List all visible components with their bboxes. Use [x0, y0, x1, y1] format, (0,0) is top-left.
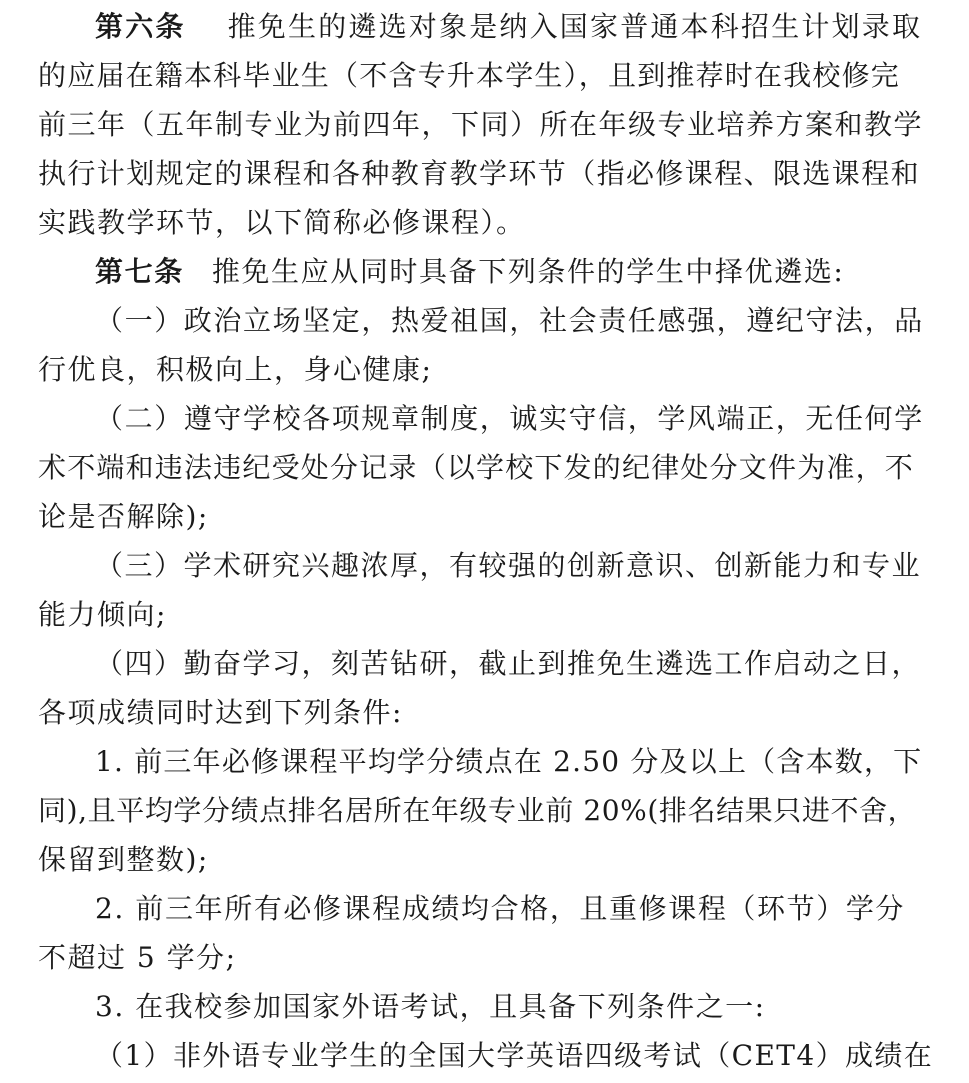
article-7-heading: 第七条 — [95, 255, 184, 288]
item-3-line-1: （三）学术研究兴趣浓厚，有较强的创新意识、创新能力和专业 — [95, 549, 922, 582]
article-6-line-1 — [0, 0, 969, 54]
item-4-line-1: （四）勤奋学习，刻苦钻研，截止到推免生遴选工作启动之日， — [95, 647, 922, 680]
condition-1-line-3: 保留到整数); — [38, 843, 209, 876]
item-2-line-3: 论是否解除); — [38, 500, 209, 533]
condition-1-line-1: 1. 前三年必修课程平均学分绩点在 2.50 分及以上（含本数，下 — [95, 745, 923, 778]
item-1-line-2: 行优良，积极向上，身心健康; — [38, 353, 433, 386]
item-2-line-2: 术不端和违法违纪受处分记录（以学校下发的纪律处分文件为准，不 — [38, 451, 915, 484]
article-6-text: 推免生的遴选对象是纳入国家普通本科招生计划录取 — [227, 10, 923, 43]
article-6-heading: 第六条 — [95, 10, 186, 43]
article-7-text: 推免生应从同时具备下列条件的学生中择优遴选: — [211, 255, 845, 288]
article-6-line-3: 前三年（五年制专业为前四年，下同）所在年级专业培养方案和教学 — [38, 108, 924, 141]
condition-2-line-2: 不超过 5 学分; — [38, 941, 237, 974]
item-3-line-2: 能力倾向; — [38, 598, 167, 631]
article-6-line-2: 的应届在籍本科毕业生（不含专升本学生），且到推荐时在我校修完 — [38, 59, 901, 92]
condition-1-line-2: 同),且平均学分绩点排名居所在年级专业前 20%(排名结果只进不舍， — [38, 794, 917, 827]
condition-3-sub-1-line-1: （1）非外语专业学生的全国大学英语四级考试（CET4）成绩在 — [95, 1039, 934, 1072]
article-6-line-5: 实践教学环节，以下简称必修课程）。 — [38, 206, 526, 239]
article-6-line-4: 执行计划规定的课程和各种教育教学环节（指必修课程、限选课程和 — [38, 157, 921, 190]
condition-2-line-1: 2. 前三年所有必修课程成绩均合格，且重修课程（环节）学分 — [95, 892, 906, 925]
article-7-line-1 — [0, 245, 969, 299]
item-1-line-1: （一）政治立场坚定，热爱祖国，社会责任感强，遵纪守法，品 — [95, 304, 924, 337]
item-4-line-2: 各项成绩同时达到下列条件: — [38, 696, 403, 729]
condition-3-line-1: 3. 在我校参加国家外语考试，且具备下列条件之一: — [95, 990, 766, 1023]
item-2-line-1: （二）遵守学校各项规章制度，诚实守信，学风端正，无任何学 — [95, 402, 924, 435]
